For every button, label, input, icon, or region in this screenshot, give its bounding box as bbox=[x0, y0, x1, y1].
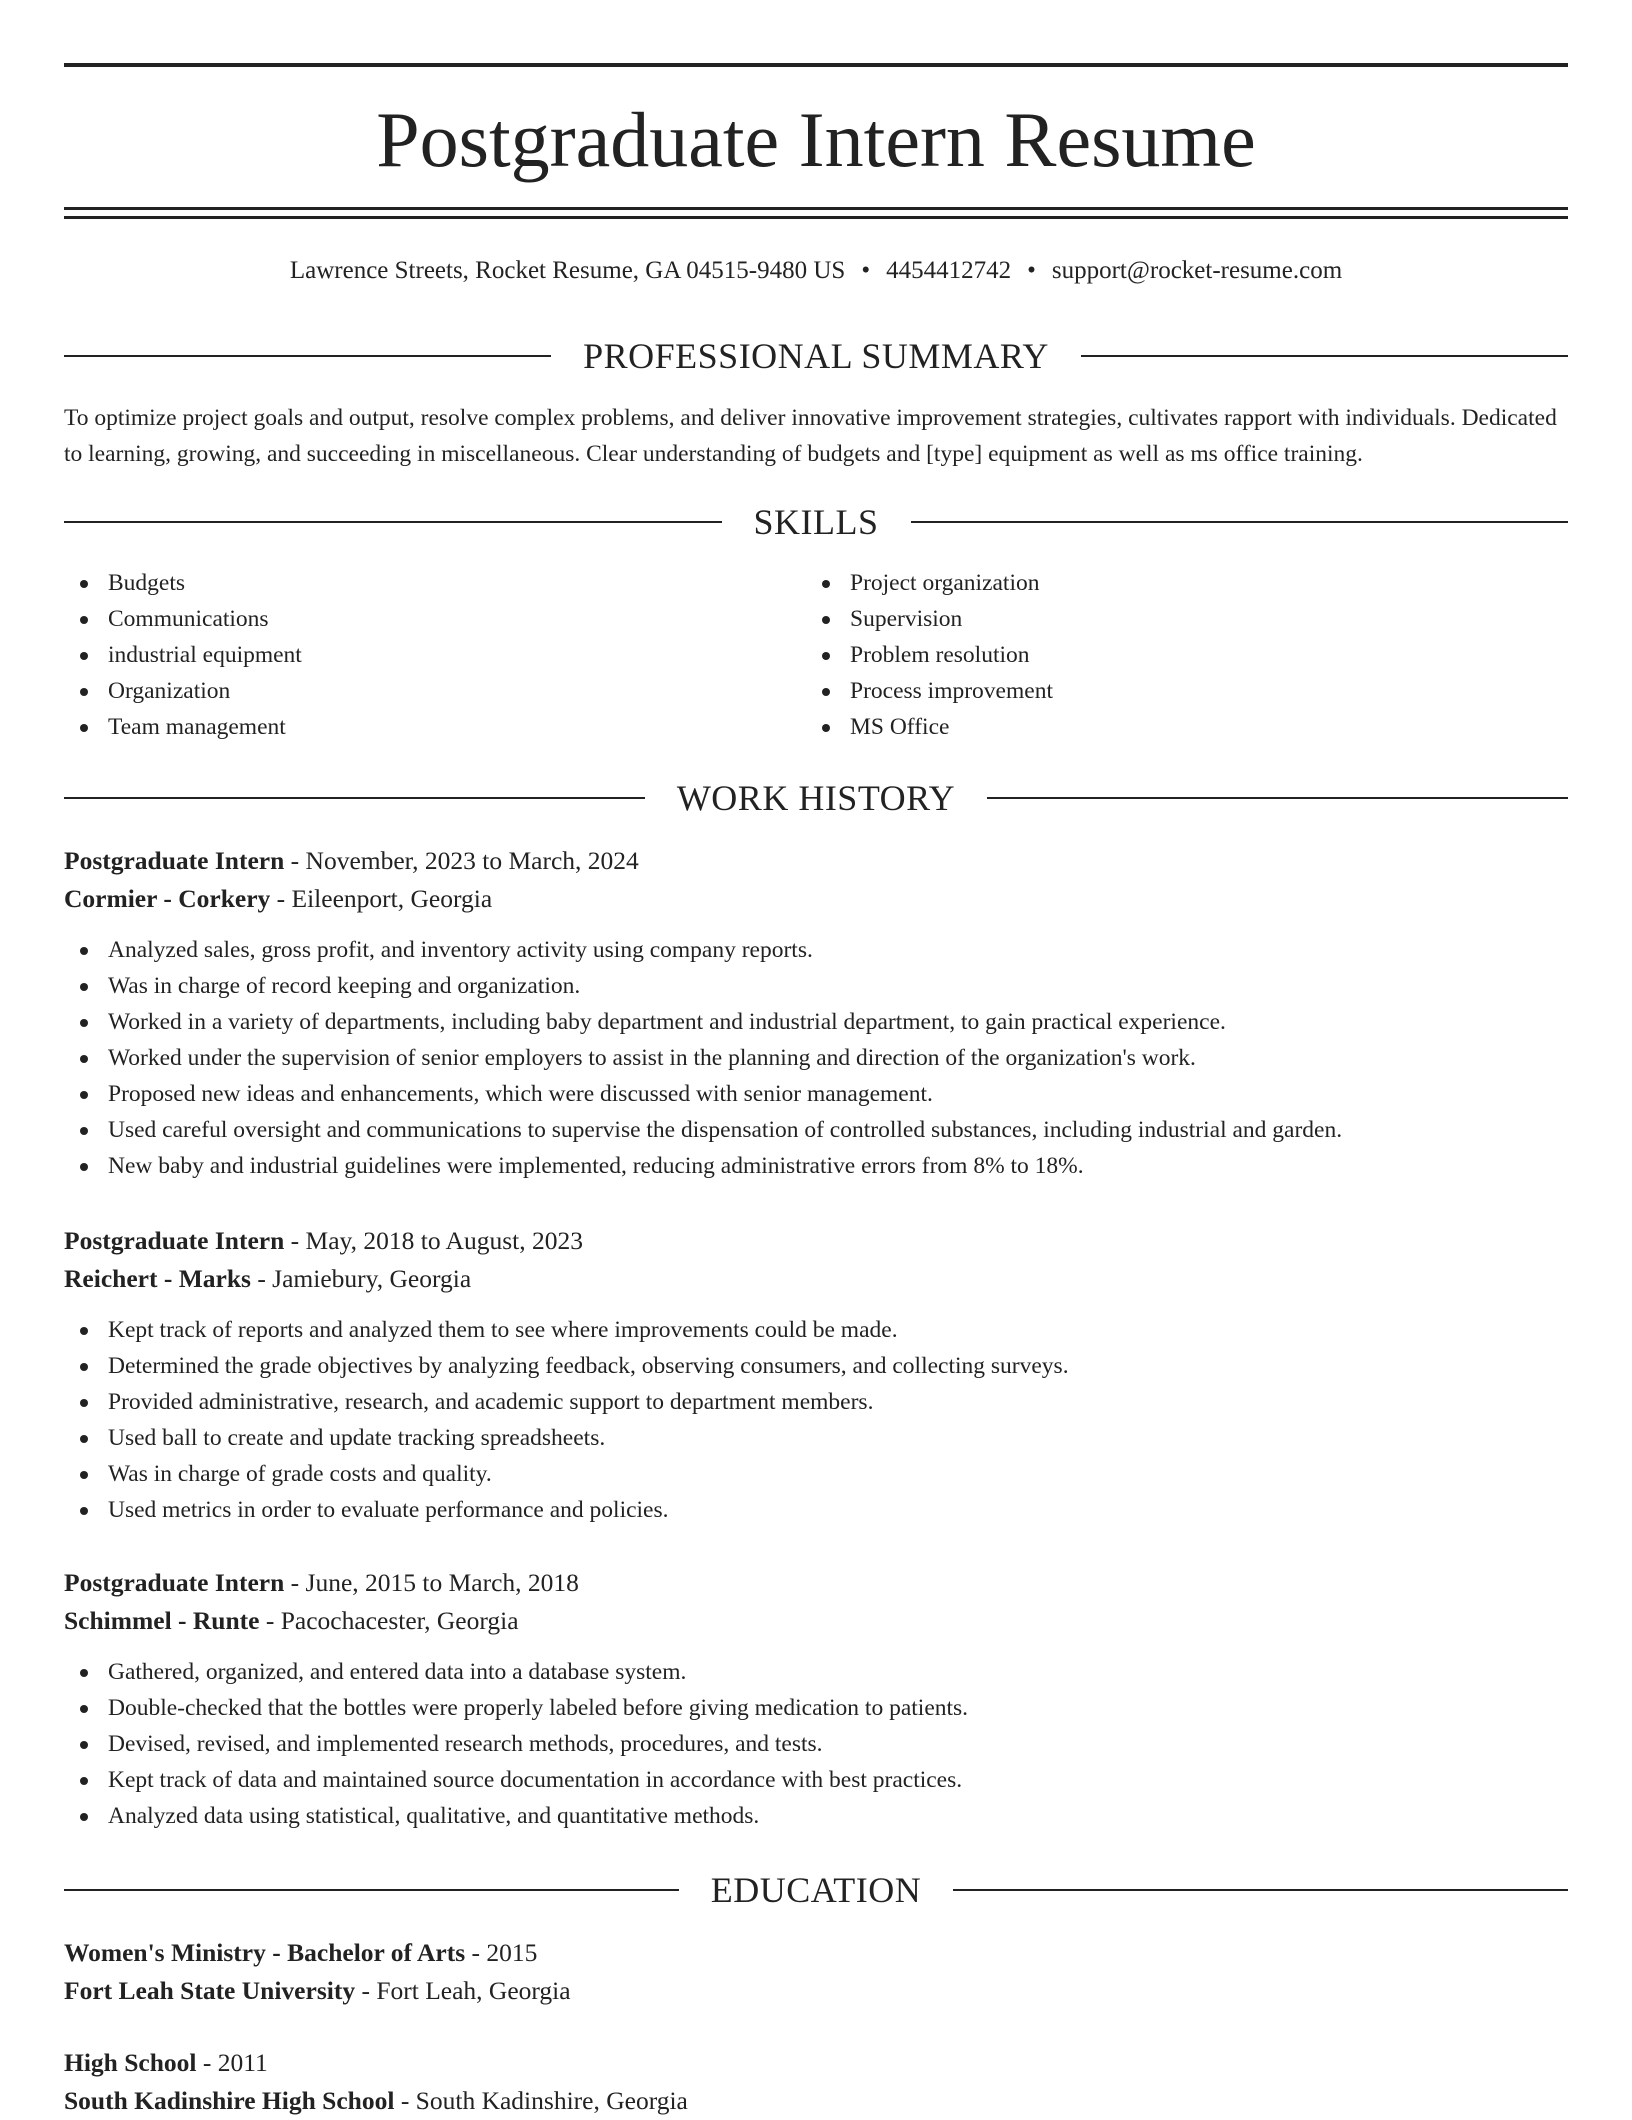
skill-item: Communications bbox=[64, 601, 804, 637]
education-school-line bbox=[64, 1972, 1568, 2010]
job-location: - Pacochacester, Georgia bbox=[259, 1606, 519, 1635]
job-location: - Eileenport, Georgia bbox=[270, 884, 493, 913]
title-rule-upper bbox=[64, 207, 1568, 210]
job-duties-list bbox=[64, 1654, 1568, 1834]
education-location: - South Kadinshire, Georgia bbox=[394, 2086, 688, 2115]
skills-list-right bbox=[806, 565, 1546, 745]
job-duties-list bbox=[64, 1312, 1568, 1528]
title-rule-lower bbox=[64, 216, 1568, 219]
job-title: Postgraduate Intern bbox=[64, 1226, 285, 1255]
job-duty: Proposed new ideas and enhancements, which were discussed with senior management. bbox=[64, 1076, 1568, 1112]
job-duty: Used ball to create and update tracking spreadsheets. bbox=[64, 1420, 1568, 1456]
contact-separator: • bbox=[861, 257, 871, 284]
job-duty: New baby and industrial guidelines were implemented, reducing administrative errors from 8% to 18%. bbox=[64, 1148, 1568, 1184]
contact-line bbox=[64, 256, 1568, 286]
job-role-line bbox=[64, 1564, 1568, 1602]
job-company: Schimmel - Runte bbox=[64, 1606, 260, 1635]
section-rule-left bbox=[64, 521, 722, 523]
job-duty: Worked in a variety of departments, including baby department and industrial department, to gain practical experience. bbox=[64, 1004, 1568, 1040]
section-header-summary bbox=[64, 334, 1568, 378]
job-duty: Worked under the supervision of senior employers to assist in the planning and direction of the organization's work. bbox=[64, 1040, 1568, 1076]
education-degree-line bbox=[64, 1934, 1568, 1972]
page-title: Postgraduate Intern Resume bbox=[376, 96, 1256, 183]
job-company-line bbox=[64, 880, 1568, 918]
skill-item: Process improvement bbox=[806, 673, 1546, 709]
job-title: Postgraduate Intern bbox=[64, 846, 285, 875]
skill-item: Supervision bbox=[806, 601, 1546, 637]
education-year: - 2011 bbox=[196, 2048, 268, 2077]
job-duty: Determined the grade objectives by analyzing feedback, observing consumers, and collecting surveys. bbox=[64, 1348, 1568, 1384]
section-title-skills: SKILLS bbox=[753, 502, 879, 542]
section-rule-left bbox=[64, 355, 551, 357]
job-duty: Was in charge of record keeping and organization. bbox=[64, 968, 1568, 1004]
section-title-summary: PROFESSIONAL SUMMARY bbox=[583, 336, 1049, 376]
section-rule-right bbox=[1081, 355, 1568, 357]
job-company: Reichert - Marks bbox=[64, 1264, 251, 1293]
education-year: - 2015 bbox=[465, 1938, 538, 1967]
section-header-work bbox=[64, 776, 1568, 820]
job-entry bbox=[64, 1564, 1568, 1834]
job-duty: Was in charge of grade costs and quality. bbox=[64, 1456, 1568, 1492]
section-rule-right bbox=[911, 521, 1569, 523]
job-location: - Jamiebury, Georgia bbox=[250, 1264, 472, 1293]
contact-email: support@rocket-resume.com bbox=[1051, 257, 1343, 284]
job-title: Postgraduate Intern bbox=[64, 1568, 285, 1597]
job-duty: Used careful oversight and communications to supervise the dispensation of controlled substances, including industrial and garden. bbox=[64, 1112, 1568, 1148]
skill-item: Project organization bbox=[806, 565, 1546, 601]
job-duty: Used metrics in order to evaluate performance and policies. bbox=[64, 1492, 1568, 1528]
education-entry bbox=[64, 1934, 1568, 2010]
section-rule-left bbox=[64, 797, 645, 799]
job-duty: Analyzed data using statistical, qualitative, and quantitative methods. bbox=[64, 1798, 1568, 1834]
job-entry bbox=[64, 842, 1568, 1184]
education-school-line bbox=[64, 2082, 1568, 2120]
contact-separator: • bbox=[1027, 257, 1036, 284]
contact-phone: 4454412742 bbox=[886, 257, 1012, 284]
contact-address: Lawrence Streets, Rocket Resume, GA 04515-9480 US bbox=[289, 257, 846, 284]
section-rule-right bbox=[953, 1889, 1568, 1891]
education-school: South Kadinshire High School bbox=[64, 2086, 395, 2115]
job-duties-list bbox=[64, 932, 1568, 1184]
top-rule bbox=[64, 63, 1568, 67]
education-location: - Fort Leah, Georgia bbox=[355, 1976, 571, 2005]
job-duty: Gathered, organized, and entered data into a database system. bbox=[64, 1654, 1568, 1690]
education-degree: High School bbox=[64, 2048, 197, 2077]
section-title-work: WORK HISTORY bbox=[676, 778, 956, 818]
job-dates: - May, 2018 to August, 2023 bbox=[284, 1226, 583, 1255]
job-duty: Analyzed sales, gross profit, and inventory activity using company reports. bbox=[64, 932, 1568, 968]
job-duty: Double-checked that the bottles were properly labeled before giving medication to patients. bbox=[64, 1690, 1568, 1726]
job-company-line bbox=[64, 1602, 1568, 1640]
skill-item: Problem resolution bbox=[806, 637, 1546, 673]
job-duty: Devised, revised, and implemented research methods, procedures, and tests. bbox=[64, 1726, 1568, 1762]
skill-item: Budgets bbox=[64, 565, 804, 601]
section-header-education bbox=[64, 1868, 1568, 1912]
job-dates: - November, 2023 to March, 2024 bbox=[284, 846, 639, 875]
job-role-line bbox=[64, 842, 1568, 880]
job-duty: Kept track of data and maintained source documentation in accordance with best practices. bbox=[64, 1762, 1568, 1798]
section-rule-left bbox=[64, 1889, 679, 1891]
job-company: Cormier - Corkery bbox=[64, 884, 271, 913]
job-role-line bbox=[64, 1222, 1568, 1260]
job-duty: Provided administrative, research, and academic support to department members. bbox=[64, 1384, 1568, 1420]
section-rule-right bbox=[987, 797, 1568, 799]
job-company-line bbox=[64, 1260, 1568, 1298]
education-entry bbox=[64, 2044, 1568, 2120]
summary-text: To optimize project goals and output, resolve complex problems, and deliver innovative improvement strategies, cultivates rapport with individuals. Dedicated to learning, growing, and succeeding in miscellaneous. Clear understanding of budgets and [type] equipment as well as ms office training. bbox=[64, 405, 1557, 467]
skill-item: industrial equipment bbox=[64, 637, 804, 673]
skill-item: Organization bbox=[64, 673, 804, 709]
section-title-education: EDUCATION bbox=[710, 1870, 922, 1910]
education-degree-line bbox=[64, 2044, 1568, 2082]
skill-item: Team management bbox=[64, 709, 804, 745]
skills-list-left bbox=[64, 565, 804, 745]
section-header-skills bbox=[64, 500, 1568, 544]
skill-item: MS Office bbox=[806, 709, 1546, 745]
education-school: Fort Leah State University bbox=[64, 1976, 356, 2005]
job-entry bbox=[64, 1222, 1568, 1528]
job-dates: - June, 2015 to March, 2018 bbox=[284, 1568, 579, 1597]
education-degree: Women's Ministry - Bachelor of Arts bbox=[64, 1938, 466, 1967]
job-duty: Kept track of reports and analyzed them to see where improvements could be made. bbox=[64, 1312, 1568, 1348]
